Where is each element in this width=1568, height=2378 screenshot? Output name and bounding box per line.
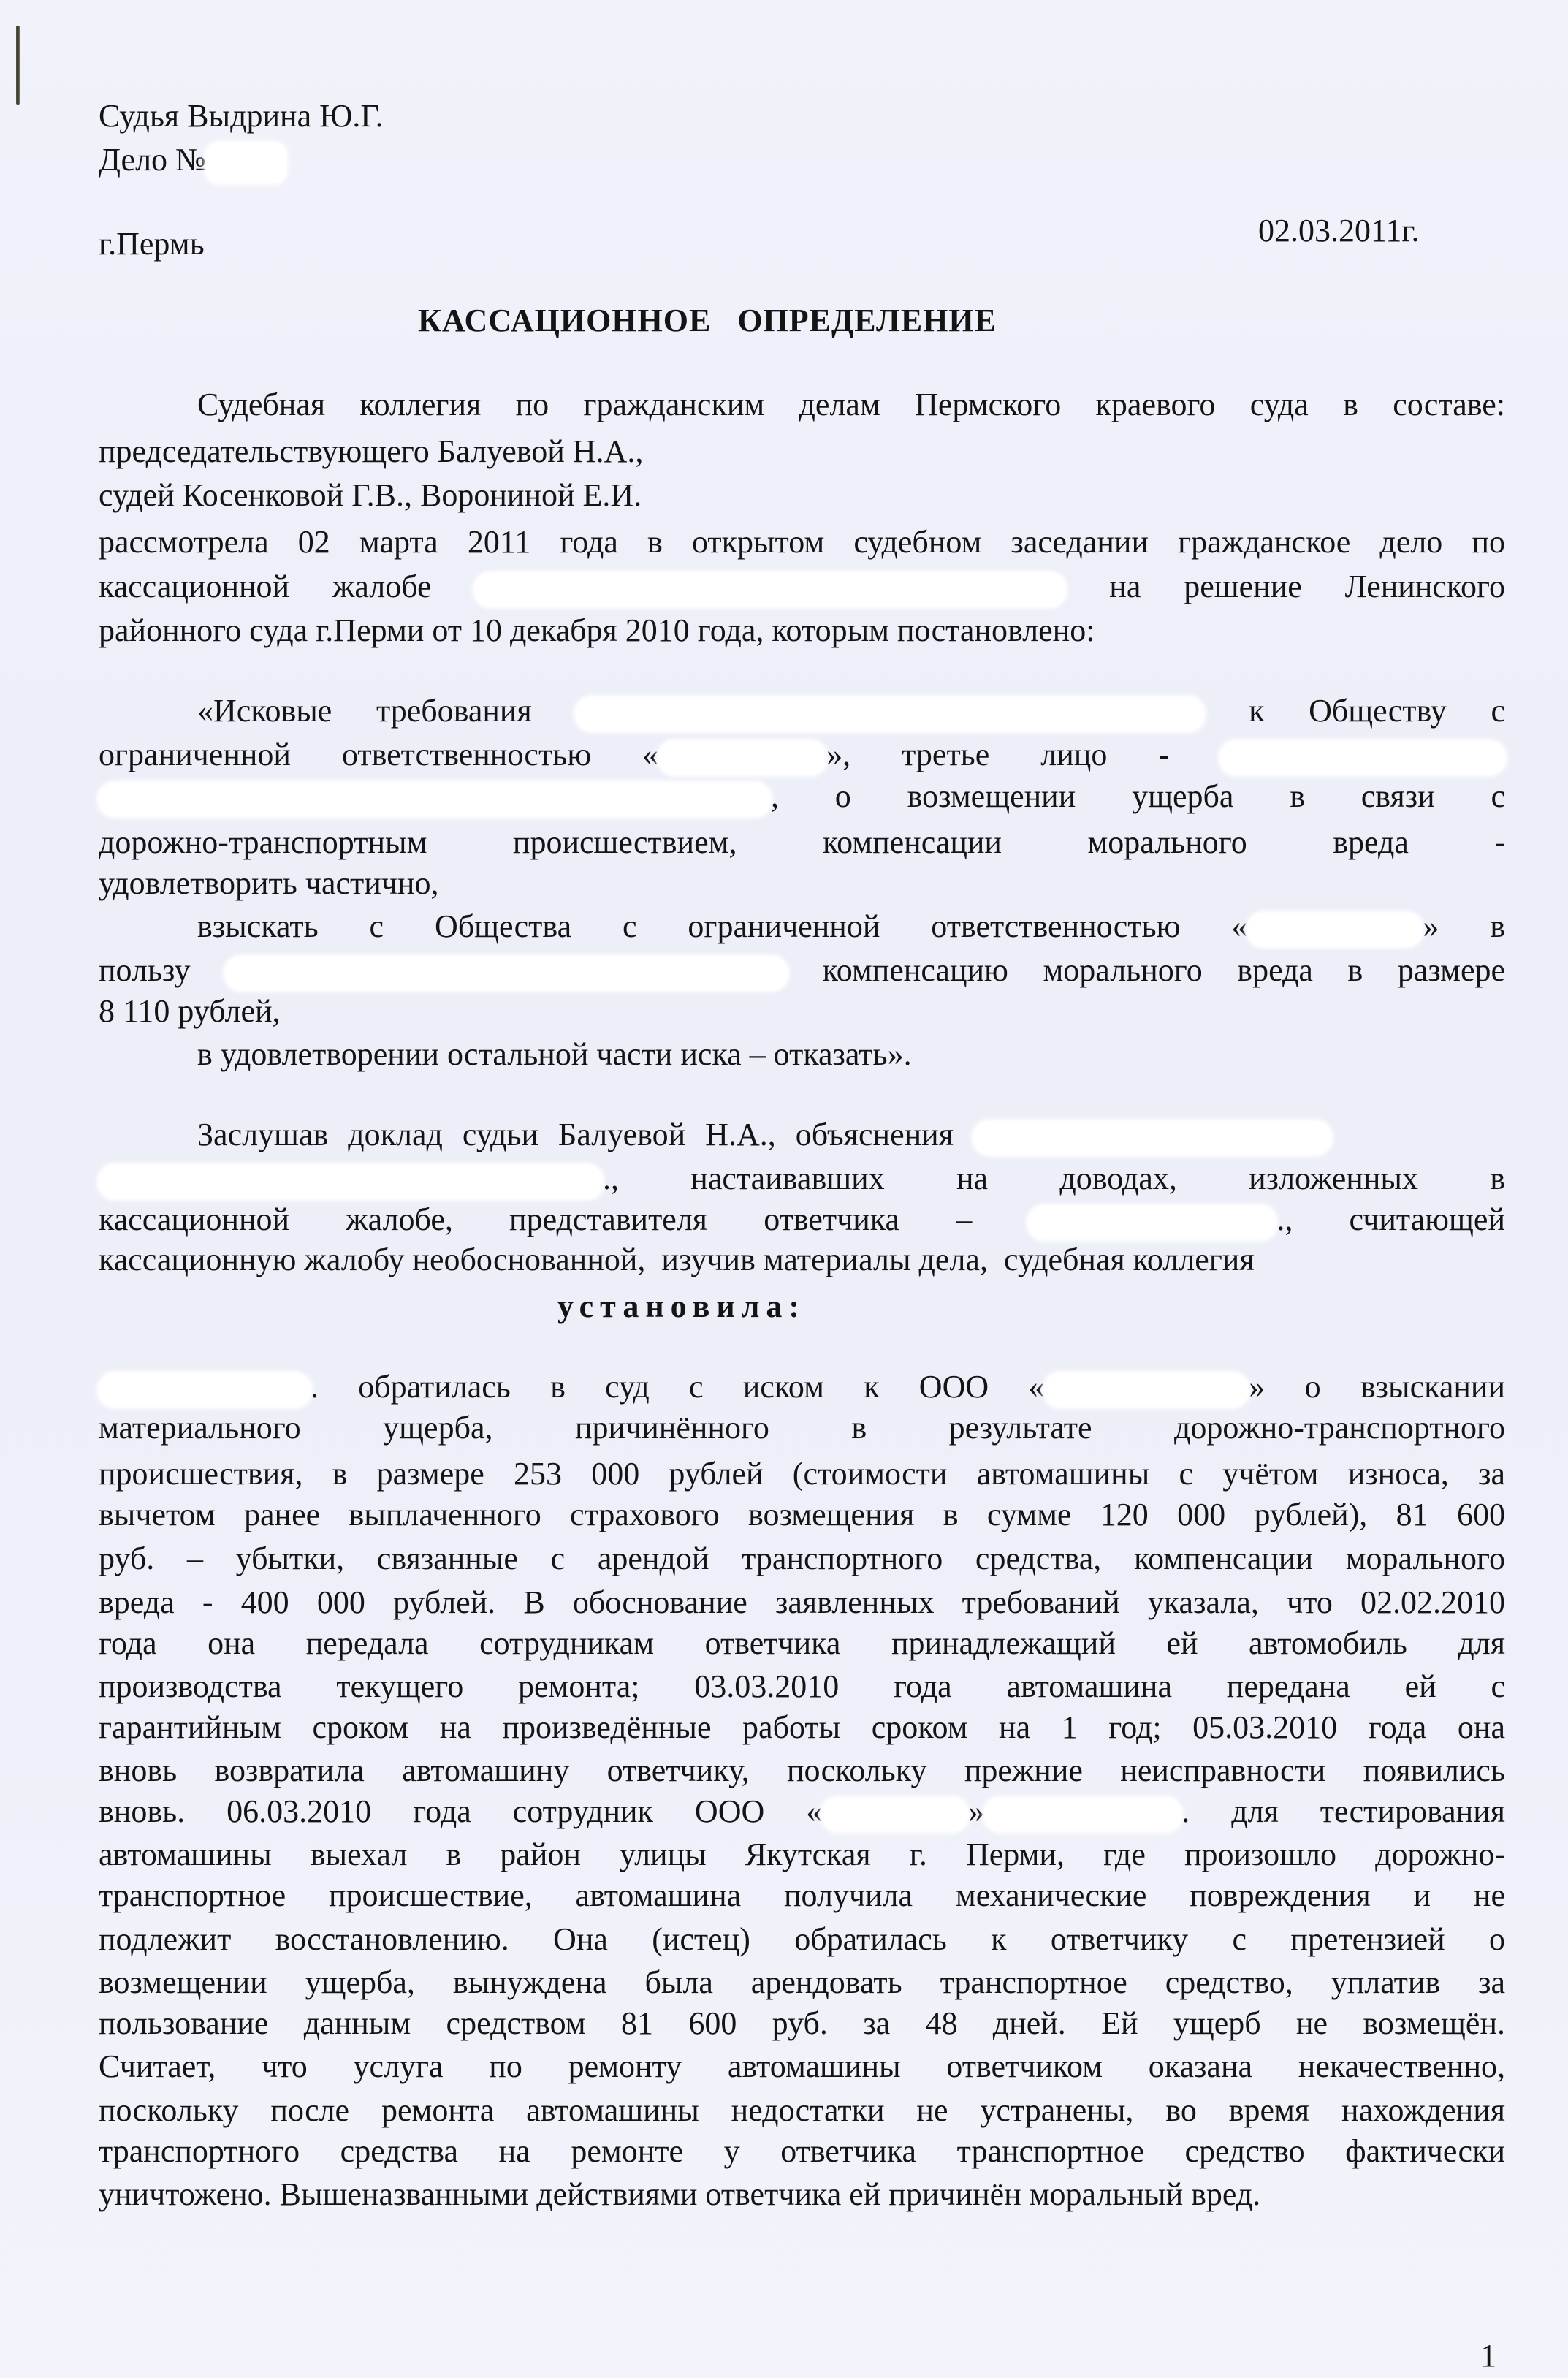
body-line [99, 1368, 1505, 1407]
text-fragment: пользу [99, 952, 191, 988]
redaction [973, 1121, 1331, 1155]
intro-line: судей Косенковой Г.В., Ворониной Е.И. [99, 477, 642, 513]
ruling-line [99, 951, 1505, 990]
text-fragment: . обратилась в суд с иском к ООО « [311, 1369, 1045, 1405]
text-fragment: Заслушав доклад судьи Балуевой Н.А., объяснения [197, 1117, 954, 1152]
page-number: 1 [1480, 2338, 1496, 2374]
redaction [1028, 1206, 1276, 1239]
ruling-line [197, 692, 1505, 731]
body-line: транспортное происшествие, автомашина получила механические повреждения и не [99, 1877, 1505, 1913]
section-heading: установила: [557, 1288, 807, 1324]
text-fragment: » о взыскании [1249, 1369, 1505, 1405]
text-fragment: , о возмещении ущерба в связи с [771, 778, 1505, 814]
text-fragment: на решение Ленинского [1109, 569, 1505, 604]
city: г.Пермь [99, 226, 205, 262]
body-line: вновь возвратила автомашину ответчику, поскольку прежние неисправности появились [99, 1752, 1505, 1788]
hearing-line [99, 1201, 1505, 1239]
ruling-line: дорожно-транспортным происшествием, компенсации морального вреда - [99, 824, 1505, 860]
redaction [1044, 1373, 1249, 1407]
body-line: Считает, что услуга по ремонту автомашины ответчиком оказана некачественно, [99, 2048, 1505, 2084]
hearing-line: кассационную жалобу необоснованной, изучив материалы дела, судебная коллегия [99, 1242, 1255, 1277]
text-fragment: ., считающей [1276, 1201, 1506, 1237]
case-number [99, 141, 286, 183]
body-line [99, 1793, 1505, 1831]
text-fragment: взыскать с Общества с ограниченной ответственностью « [197, 908, 1248, 944]
redaction [822, 1798, 968, 1831]
redaction [225, 957, 788, 990]
body-line: производства текущего ремонта; 03.03.2010 года автомашина передана ей с [99, 1668, 1505, 1704]
body-line: уничтожено. Вышеназванными действиями ответчика ей причинён моральный вред. [99, 2176, 1261, 2212]
text-fragment: ограниченной ответственностью « [99, 737, 659, 772]
redaction [984, 1798, 1181, 1831]
ruling-line: в удовлетворении остальной части иска – отказать». [197, 1036, 912, 1072]
intro-line: председательствующего Балуевой Н.А., [99, 433, 644, 469]
text-fragment: вновь. 06.03.2010 года сотрудник ООО « [99, 1793, 823, 1829]
ruling-line [197, 908, 1505, 946]
ruling-line: 8 110 рублей, [99, 993, 281, 1029]
body-line: материального ущерба, причинённого в результате дорожно-транспортного [99, 1410, 1505, 1446]
ruling-line: удовлетворить частично, [99, 865, 439, 901]
body-line: транспортного средства на ремонте у ответчика транспортное средство фактически [99, 2133, 1505, 2169]
redaction [99, 1165, 603, 1199]
redaction [1247, 913, 1423, 946]
redaction [474, 573, 1066, 607]
text-fragment: . для тестирования [1181, 1793, 1505, 1829]
ruling-line [99, 736, 1505, 775]
ruling-line [99, 778, 1505, 816]
text-fragment: » в [1423, 908, 1505, 944]
body-line: подлежит восстановлению. Она (истец) обратилась к ответчику с претензией о [99, 1921, 1505, 1957]
text-fragment: «Исковые требования [197, 693, 532, 729]
case-number-label: Дело № [99, 142, 207, 178]
redaction [658, 741, 826, 775]
judge-name: Судья Выдрина Ю.Г. [99, 98, 384, 134]
text-fragment: » [968, 1793, 985, 1829]
redaction [99, 783, 771, 816]
hearing-line [197, 1116, 1331, 1155]
redaction [99, 1373, 311, 1407]
intro-line: районного суда г.Перми от 10 декабря 2010 года, которым постановлено: [99, 612, 1095, 648]
intro-line [99, 568, 1505, 607]
text-fragment: », третье лицо - [826, 737, 1169, 772]
body-line: происшествия, в размере 253 000 рублей (стоимости автомашины с учётом износа, за [99, 1456, 1505, 1492]
body-line: возмещении ущерба, вынуждена была арендовать транспортное средство, уплатив за [99, 1964, 1505, 2000]
redaction [1220, 741, 1505, 775]
body-line: руб. – убытки, связанные с арендой транспортного средства, компенсации морального [99, 1541, 1505, 1576]
text-fragment: кассационной жалобе, представителя ответчика – [99, 1201, 973, 1237]
body-line: пользование данным средством 81 600 руб. за 48 дней. Ей ущерб не возмещён. [99, 2005, 1505, 2041]
body-line: автомашины выехал в район улицы Якутская г. Перми, где произошло дорожно- [99, 1836, 1505, 1872]
body-line: поскольку после ремонта автомашины недостатки не устранены, во время нахождения [99, 2092, 1505, 2128]
redaction [206, 143, 286, 183]
staple-mark [16, 26, 20, 105]
hearing-line [99, 1160, 1505, 1199]
text-fragment: компенсацию морального вреда в размере [822, 952, 1506, 988]
text-fragment: кассационной жалобе [99, 569, 432, 604]
text-fragment: ., настаивавших на доводах, изложенных в [603, 1160, 1505, 1196]
body-line: вычетом ранее выплаченного страхового возмещения в сумме 120 000 рублей), 81 600 [99, 1497, 1505, 1532]
document-title: КАССАЦИОННОЕ ОПРЕДЕЛЕНИЕ [418, 303, 997, 338]
text-fragment: к Обществу с [1249, 693, 1505, 729]
body-line: гарантийным сроком на произведённые работы сроком на 1 год; 05.03.2010 года она [99, 1709, 1505, 1745]
redaction [576, 697, 1204, 731]
intro-line: Судебная коллегия по гражданским делам Пермского краевого суда в составе: [197, 387, 1505, 422]
intro-line: рассмотрела 02 марта 2011 года в открытом судебном заседании гражданское дело по [99, 524, 1505, 560]
body-line: вреда - 400 000 рублей. В обоснование заявленных требований указала, что 02.02.2010 [99, 1584, 1505, 1620]
body-line: года она передала сотрудникам ответчика принадлежащий ей автомобиль для [99, 1625, 1505, 1661]
document-date: 02.03.2011г. [1258, 213, 1420, 248]
